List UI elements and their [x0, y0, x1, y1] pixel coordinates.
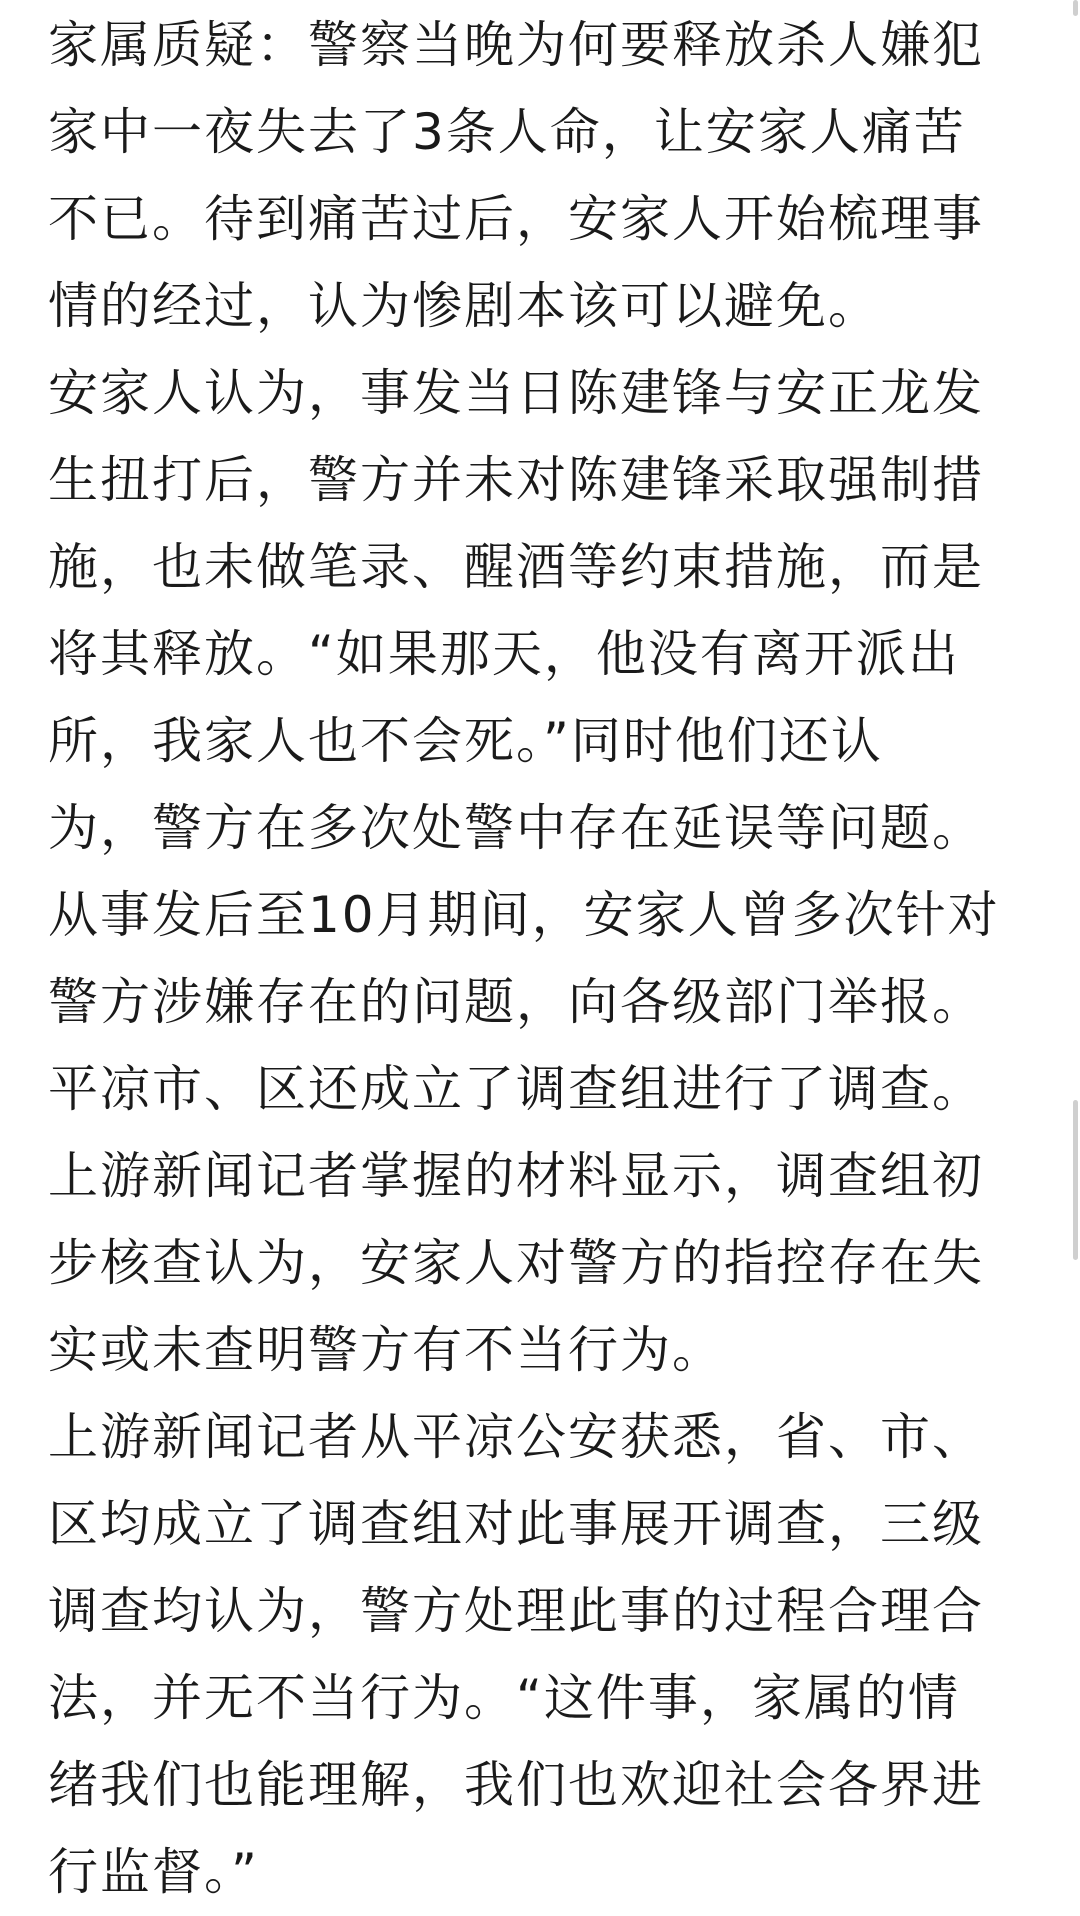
article-text-line: 区均成立了调查组对此事展开调查，三级 — [48, 1495, 984, 1553]
article-text-line: 法，并无不当行为。“这件事，家属的情 — [48, 1669, 960, 1727]
article-text-line: 安家人认为，事发当日陈建锋与安正龙发 — [48, 364, 984, 422]
article-text-line: 调查均认为，警方处理此事的过程合理合 — [48, 1582, 984, 1640]
article-text-line: 平凉市、区还成立了调查组进行了调查。 — [48, 1060, 984, 1118]
article-text-line: 步核查认为，安家人对警方的指控存在失 — [48, 1234, 984, 1292]
article-text-line: 行监督。” — [48, 1843, 259, 1901]
article-text-line: 不已。待到痛苦过后，安家人开始梳理事 — [48, 190, 984, 248]
article-text-line: 为，警方在多次处警中存在延误等问题。 — [48, 799, 984, 857]
article-text-line: 警方涉嫌存在的问题，向各级部门举报。 — [48, 973, 984, 1031]
article-body — [48, 2, 1048, 1916]
article-text-line: 将其释放。“如果那天，他没有离开派出 — [48, 625, 960, 683]
scrollbar-thumb-top[interactable] — [1073, 0, 1078, 16]
article-text-line: 绪我们也能理解，我们也欢迎社会各界进 — [48, 1756, 984, 1814]
article-text-line: 施，也未做笔录、醒酒等约束措施，而是 — [48, 538, 984, 596]
article-text-line: 实或未查明警方有不当行为。 — [48, 1321, 724, 1379]
article-text-line: 情的经过，认为惨剧本该可以避免。 — [48, 277, 880, 335]
scrollbar[interactable] — [1072, 0, 1080, 1813]
article-heading: 家属质疑：警察当晚为何要释放杀人嫌犯 — [48, 16, 984, 74]
article-text-line: 所，我家人也不会死。”同时他们还认 — [48, 712, 883, 770]
scrollbar-thumb[interactable] — [1073, 1100, 1078, 1260]
article-text-line: 上游新闻记者掌握的材料显示，调查组初 — [48, 1147, 984, 1205]
article-text-line: 家中一夜失去了3条人命，让安家人痛苦 — [48, 103, 966, 161]
article-text-line: 上游新闻记者从平凉公安获悉，省、市、 — [48, 1408, 984, 1466]
article-text-line: 生扭打后，警方并未对陈建锋采取强制措 — [48, 451, 984, 509]
article-text-line: 从事发后至10月期间，安家人曾多次针对 — [48, 886, 1000, 944]
